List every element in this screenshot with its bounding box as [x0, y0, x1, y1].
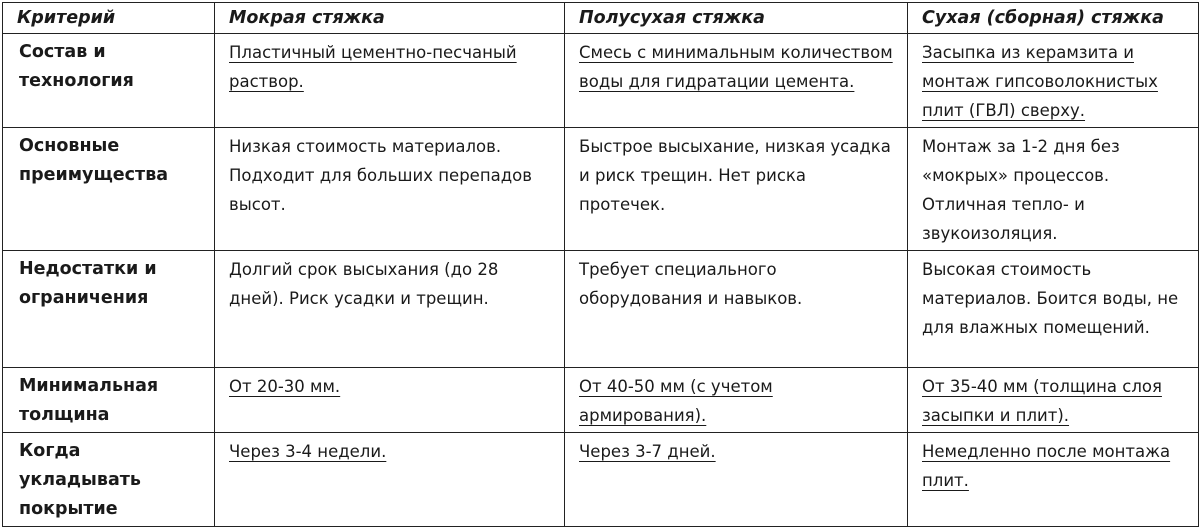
row-criterion: Недостатки и ограничения: [3, 251, 215, 368]
row-flooring-time: [3, 433, 1199, 527]
cell-wet: [215, 128, 565, 251]
cell-text: Пластичный цементно-песчаный раствор.: [229, 43, 517, 91]
cell-semidry: [565, 251, 908, 368]
cell-text: Через 3-4 недели.: [229, 442, 387, 461]
cell-dry: [908, 433, 1199, 527]
cell-semidry: [565, 433, 908, 527]
cell-text: От 35-40 мм (толщина слоя засыпки и плит).: [922, 377, 1162, 425]
cell-wet: [215, 34, 565, 128]
cell-text: Долгий срок высыхания (до 28 дней). Риск усадки и трещин.: [229, 260, 499, 308]
header-dry-screed: Сухая (сборная) стяжка: [908, 3, 1199, 34]
cell-dry: [908, 34, 1199, 128]
cell-text: Высокая стоимость материалов. Боится воды, не для влажных помещений.: [922, 260, 1179, 337]
cell-dry: [908, 128, 1199, 251]
screed-comparison-table: [2, 2, 1199, 527]
cell-dry: [908, 368, 1199, 433]
cell-text: Требует специального оборудования и навыков.: [579, 260, 803, 308]
header-criterion: Критерий: [3, 3, 215, 34]
cell-semidry: [565, 34, 908, 128]
cell-text: От 20-30 мм.: [229, 377, 341, 396]
cell-text: Немедленно после монтажа плит.: [922, 442, 1171, 490]
cell-text: Быстрое высыхание, низкая усадка и риск трещин. Нет риска протечек.: [579, 137, 891, 214]
header-semidry-screed: Полусухая стяжка: [565, 3, 908, 34]
cell-wet: [215, 251, 565, 368]
row-criterion: Состав и технология: [3, 34, 215, 128]
cell-wet: [215, 433, 565, 527]
cell-text: Засыпка из керамзита и монтаж гипсоволокнистых плит (ГВЛ) сверху.: [922, 43, 1158, 120]
row-min-thickness: [3, 368, 1199, 433]
header-row: [3, 3, 1199, 34]
cell-semidry: [565, 368, 908, 433]
row-composition: [3, 34, 1199, 128]
cell-text: Монтаж за 1-2 дня без «мокрых» процессов. Отличная тепло- и звукоизоляция.: [922, 137, 1120, 243]
row-criterion: Минимальная толщина: [3, 368, 215, 433]
header-wet-screed: Мокрая стяжка: [215, 3, 565, 34]
cell-text: Низкая стоимость материалов. Подходит для больших перепадов высот.: [229, 137, 532, 214]
row-criterion: Основные преимущества: [3, 128, 215, 251]
cell-dry: [908, 251, 1199, 368]
cell-wet: [215, 368, 565, 433]
cell-semidry: [565, 128, 908, 251]
cell-text: От 40-50 мм (с учетом армирования).: [579, 377, 773, 425]
row-disadvantages: [3, 251, 1199, 368]
cell-text: Смесь с минимальным количеством воды для гидратации цемента.: [579, 43, 893, 91]
row-criterion: Когда укладывать покрытие: [3, 433, 215, 527]
row-advantages: [3, 128, 1199, 251]
cell-text: Через 3-7 дней.: [579, 442, 716, 461]
